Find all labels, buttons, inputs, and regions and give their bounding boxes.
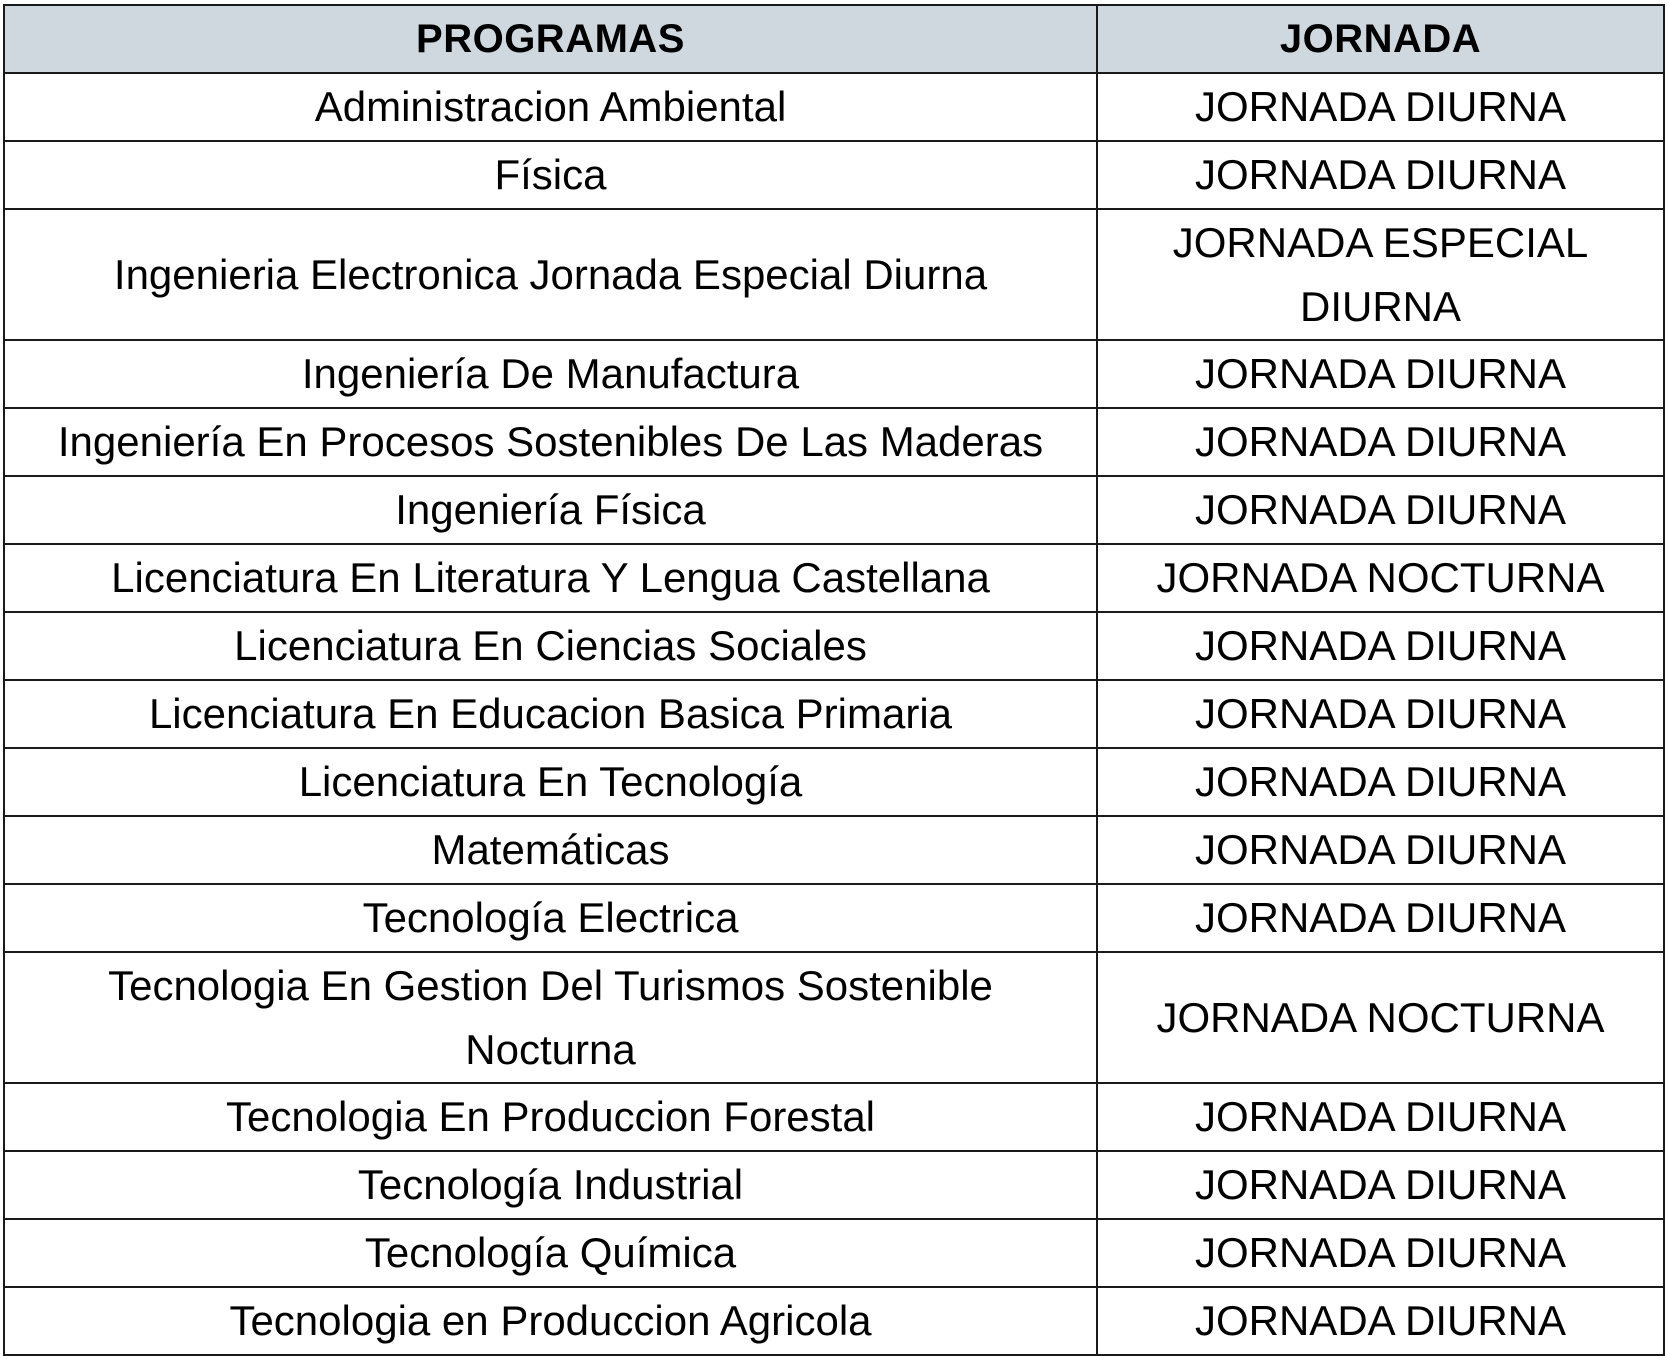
table-row (4, 1287, 1664, 1355)
cell-jornada: JORNADA DIURNA (1097, 340, 1664, 408)
table-row (4, 476, 1664, 544)
cell-jornada: JORNADA DIURNA (1097, 748, 1664, 816)
cell-programa: Física (4, 141, 1097, 209)
cell-programa: Tecnologia En Gestion Del Turismos Sostenible Nocturna (4, 952, 1097, 1083)
header-row (4, 5, 1664, 73)
cell-jornada: JORNADA NOCTURNA (1097, 952, 1664, 1083)
cell-programa: Ingeniería En Procesos Sostenibles De Las Maderas (4, 408, 1097, 476)
table-row (4, 544, 1664, 612)
table-header (4, 5, 1664, 73)
table-row (4, 408, 1664, 476)
cell-programa: Tecnología Industrial (4, 1151, 1097, 1219)
cell-programa: Licenciatura En Ciencias Sociales (4, 612, 1097, 680)
table-row (4, 141, 1664, 209)
cell-jornada: JORNADA DIURNA (1097, 1219, 1664, 1287)
table-body (4, 73, 1664, 1355)
cell-programa: Tecnologia en Produccion Agricola (4, 1287, 1097, 1355)
cell-programa: Administracion Ambiental (4, 73, 1097, 141)
table-row (4, 340, 1664, 408)
cell-jornada: JORNADA ESPECIAL DIURNA (1097, 209, 1664, 340)
cell-programa: Licenciatura En Tecnología (4, 748, 1097, 816)
cell-jornada: JORNADA DIURNA (1097, 816, 1664, 884)
cell-programa: Licenciatura En Literatura Y Lengua Castellana (4, 544, 1097, 612)
table-row (4, 748, 1664, 816)
table-row (4, 952, 1664, 1083)
cell-programa: Licenciatura En Educacion Basica Primaria (4, 680, 1097, 748)
cell-jornada: JORNADA DIURNA (1097, 73, 1664, 141)
cell-programa: Matemáticas (4, 816, 1097, 884)
programs-table (3, 4, 1665, 1356)
cell-jornada: JORNADA DIURNA (1097, 884, 1664, 952)
cell-jornada: JORNADA DIURNA (1097, 1083, 1664, 1151)
cell-jornada: JORNADA DIURNA (1097, 141, 1664, 209)
cell-programa: Ingenieria Electronica Jornada Especial Diurna (4, 209, 1097, 340)
cell-jornada: JORNADA DIURNA (1097, 1287, 1664, 1355)
cell-jornada: JORNADA DIURNA (1097, 1151, 1664, 1219)
cell-jornada: JORNADA DIURNA (1097, 612, 1664, 680)
table-row (4, 209, 1664, 340)
cell-programa: Ingeniería Física (4, 476, 1097, 544)
table-row (4, 73, 1664, 141)
cell-programa: Ingeniería De Manufactura (4, 340, 1097, 408)
table-row (4, 612, 1664, 680)
table-row (4, 1151, 1664, 1219)
cell-jornada: JORNADA DIURNA (1097, 476, 1664, 544)
column-header-jornada: JORNADA (1097, 5, 1664, 73)
table-row (4, 884, 1664, 952)
cell-jornada: JORNADA DIURNA (1097, 680, 1664, 748)
cell-programa: Tecnología Química (4, 1219, 1097, 1287)
cell-jornada: JORNADA DIURNA (1097, 408, 1664, 476)
column-header-programas: PROGRAMAS (4, 5, 1097, 73)
cell-programa: Tecnologia En Produccion Forestal (4, 1083, 1097, 1151)
cell-programa: Tecnología Electrica (4, 884, 1097, 952)
table-row (4, 1083, 1664, 1151)
table-row (4, 1219, 1664, 1287)
table-row (4, 680, 1664, 748)
cell-jornada: JORNADA NOCTURNA (1097, 544, 1664, 612)
table-row (4, 816, 1664, 884)
